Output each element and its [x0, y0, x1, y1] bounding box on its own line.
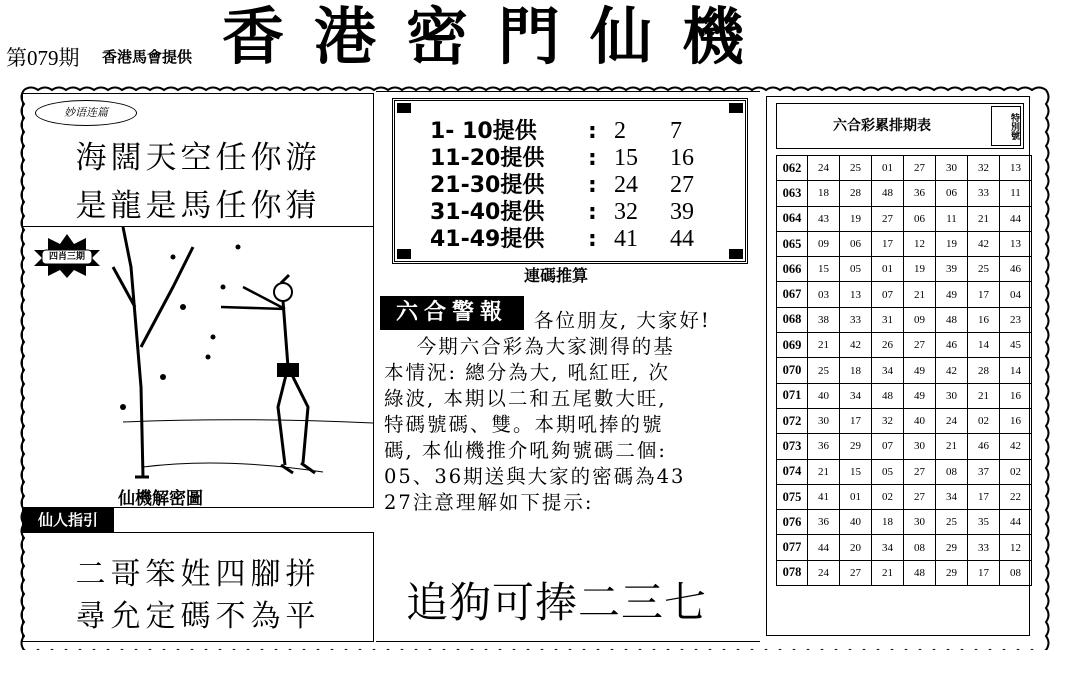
number-cell: 34: [840, 383, 872, 408]
number-cell: 29: [936, 535, 968, 560]
number-cell: 36: [808, 510, 840, 535]
number-cell: 33: [840, 307, 872, 332]
number-cell: 23: [1000, 307, 1032, 332]
number-cell: 34: [872, 358, 904, 383]
table-row: [777, 156, 1032, 181]
number-cell: 29: [936, 560, 968, 585]
number-cell: 34: [872, 535, 904, 560]
number-cell: 27: [840, 560, 872, 585]
alarm-line: 本情況: 總分為大, 吼紅旺, 次: [384, 361, 671, 384]
number-cell: 40: [904, 408, 936, 433]
number-cell: 34: [936, 484, 968, 509]
number-cell: 42: [1000, 434, 1032, 459]
table-row: [777, 535, 1032, 560]
number-cell: 45: [1000, 333, 1032, 358]
alarm-title: 六合警報: [380, 296, 524, 330]
number-cell: 16: [968, 307, 1000, 332]
number-cell: 02: [1000, 459, 1032, 484]
number-cell: 21: [808, 459, 840, 484]
number-cell: 38: [808, 307, 840, 332]
poem-tag: 妙语连篇: [35, 100, 137, 126]
results-table: [776, 155, 1032, 586]
number-cell: 49: [904, 358, 936, 383]
number-cell: 08: [904, 535, 936, 560]
number-cell: 27: [904, 333, 936, 358]
period-cell: 077: [777, 535, 808, 560]
corner-ornament: [729, 103, 743, 113]
number-cell: 19: [936, 231, 968, 256]
table-row: [777, 383, 1032, 408]
number-cell: 01: [872, 156, 904, 181]
number-cell: 49: [936, 282, 968, 307]
number-cell: 18: [840, 358, 872, 383]
number-cell: 28: [968, 358, 1000, 383]
alarm-line: 碼, 本仙機推介吼夠號碼二個:: [384, 439, 667, 462]
number-cell: 14: [968, 333, 1000, 358]
period-cell: 075: [777, 484, 808, 509]
number-cell: 33: [968, 181, 1000, 206]
number-cell: 48: [904, 560, 936, 585]
number-cell: 01: [872, 257, 904, 282]
number-cell: 30: [936, 156, 968, 181]
lianma-row: 31-40提供 : 32 39: [430, 199, 694, 225]
number-cell: 17: [968, 484, 1000, 509]
number-cell: 19: [840, 206, 872, 231]
number-cell: 46: [936, 333, 968, 358]
number-cell: 24: [808, 156, 840, 181]
number-cell: 01: [840, 484, 872, 509]
number-cell: 46: [1000, 257, 1032, 282]
number-cell: 36: [904, 181, 936, 206]
number-cell: 08: [1000, 560, 1032, 585]
number-cell: 18: [808, 181, 840, 206]
table-row: [777, 231, 1032, 256]
lianma-row: 11-20提供 : 15 16: [430, 145, 694, 171]
number-cell: 25: [840, 156, 872, 181]
number-cell: 40: [808, 383, 840, 408]
number-cell: 09: [904, 307, 936, 332]
number-cell: 42: [936, 358, 968, 383]
number-cell: 04: [1000, 282, 1032, 307]
number-cell: 17: [872, 231, 904, 256]
poem-panel: [22, 93, 374, 227]
number-cell: 36: [808, 434, 840, 459]
table-row: [777, 307, 1032, 332]
number-cell: 16: [1000, 383, 1032, 408]
table-row: [777, 484, 1032, 509]
number-cell: 18: [872, 510, 904, 535]
number-cell: 30: [808, 408, 840, 433]
number-cell: 30: [904, 510, 936, 535]
number-cell: 24: [808, 560, 840, 585]
number-cell: 12: [904, 231, 936, 256]
number-cell: 27: [872, 206, 904, 231]
badge-label: 四肖三期: [48, 252, 85, 262]
lianma-row: 1- 10提供 : 2 7: [430, 118, 682, 144]
special-number-label: 特別號: [991, 106, 1021, 146]
number-cell: 13: [1000, 156, 1032, 181]
lianma-row: 41-49提供 : 41 44: [430, 226, 694, 252]
number-cell: 14: [1000, 358, 1032, 383]
alarm-line: 綠波, 本期以二和五尾數大旺,: [384, 387, 667, 410]
number-cell: 25: [936, 510, 968, 535]
number-cell: 31: [872, 307, 904, 332]
period-cell: 065: [777, 231, 808, 256]
number-cell: 21: [872, 560, 904, 585]
number-cell: 30: [936, 383, 968, 408]
period-cell: 063: [777, 181, 808, 206]
number-cell: 41: [808, 484, 840, 509]
table-row: [777, 333, 1032, 358]
period-cell: 067: [777, 282, 808, 307]
hint-line-1: 二哥笨姓四腳拼: [75, 557, 321, 592]
number-cell: 06: [936, 181, 968, 206]
number-cell: 44: [808, 535, 840, 560]
number-cell: 37: [968, 459, 1000, 484]
number-cell: 11: [1000, 181, 1032, 206]
number-cell: 43: [808, 206, 840, 231]
lianma-list: [430, 118, 720, 253]
table-row: [777, 459, 1032, 484]
number-cell: 21: [936, 434, 968, 459]
number-cell: 32: [872, 408, 904, 433]
number-cell: 15: [840, 459, 872, 484]
number-cell: 05: [872, 459, 904, 484]
number-cell: 02: [968, 408, 1000, 433]
period-cell: 066: [777, 257, 808, 282]
hint-panel: [22, 532, 374, 642]
lianma-row: 21-30提供 : 24 27: [430, 172, 694, 198]
period-cell: 073: [777, 434, 808, 459]
number-cell: 09: [808, 231, 840, 256]
alarm-line: 今期六合彩為大家測得的基: [384, 335, 675, 358]
number-cell: 06: [904, 206, 936, 231]
provider-label: 香港馬會提供: [102, 48, 193, 66]
badge-burst: [30, 232, 104, 280]
alarm-text: [384, 308, 750, 516]
number-cell: 48: [872, 383, 904, 408]
number-cell: 40: [840, 510, 872, 535]
number-cell: 25: [808, 358, 840, 383]
number-cell: 20: [840, 535, 872, 560]
number-cell: 26: [872, 333, 904, 358]
number-cell: 13: [1000, 231, 1032, 256]
number-cell: 44: [1000, 510, 1032, 535]
period-cell: 070: [777, 358, 808, 383]
number-cell: 24: [936, 408, 968, 433]
number-cell: 02: [872, 484, 904, 509]
period-cell: 072: [777, 408, 808, 433]
number-cell: 03: [808, 282, 840, 307]
number-cell: 07: [872, 282, 904, 307]
number-cell: 21: [968, 206, 1000, 231]
number-cell: 25: [968, 257, 1000, 282]
number-cell: 27: [904, 459, 936, 484]
table-row: [777, 408, 1032, 433]
number-cell: 07: [872, 434, 904, 459]
table-row: [777, 282, 1032, 307]
number-cell: 05: [840, 257, 872, 282]
number-cell: 17: [968, 282, 1000, 307]
table-row: [777, 257, 1032, 282]
alarm-line: 特碼號碼、雙。本期吼捧的號: [384, 413, 664, 436]
results-header: [776, 103, 1024, 149]
table-row: [777, 206, 1032, 231]
number-cell: 39: [936, 257, 968, 282]
corner-ornament: [397, 103, 411, 113]
table-row: [777, 358, 1032, 383]
number-cell: 27: [904, 156, 936, 181]
number-cell: 17: [840, 408, 872, 433]
number-cell: 21: [968, 383, 1000, 408]
number-cell: 21: [808, 333, 840, 358]
poem-line-1: 海闊天空任你游: [75, 140, 321, 176]
issue-number: 第079期: [6, 46, 80, 70]
number-cell: 27: [904, 484, 936, 509]
period-cell: 069: [777, 333, 808, 358]
illustration-caption: 仙機解密圖: [118, 489, 203, 509]
period-cell: 071: [777, 383, 808, 408]
number-cell: 17: [968, 560, 1000, 585]
table-row: [777, 510, 1032, 535]
number-cell: 35: [968, 510, 1000, 535]
results-title: 六合彩累排期表: [833, 118, 931, 134]
hint-line-2: 尋允定碼不為平: [75, 599, 321, 634]
number-cell: 13: [840, 282, 872, 307]
number-cell: 22: [1000, 484, 1032, 509]
poem-line-2: 是龍是馬任你猜: [75, 188, 321, 224]
number-cell: 48: [872, 181, 904, 206]
number-cell: 15: [808, 257, 840, 282]
table-row: [777, 434, 1032, 459]
page-title: 香港密門仙機: [222, 0, 775, 73]
number-cell: 33: [968, 535, 1000, 560]
period-cell: 068: [777, 307, 808, 332]
period-cell: 062: [777, 156, 808, 181]
number-cell: 32: [968, 156, 1000, 181]
number-cell: 28: [840, 181, 872, 206]
number-cell: 29: [840, 434, 872, 459]
period-cell: 078: [777, 560, 808, 585]
number-cell: 06: [840, 231, 872, 256]
corner-ornament: [397, 249, 411, 259]
alarm-line: 05、36期送與大家的密碼為43: [384, 465, 686, 488]
alarm-line: 27注意理解如下提示:: [384, 491, 594, 514]
table-row: [777, 181, 1032, 206]
hint-title: 仙人指引: [22, 507, 114, 533]
period-cell: 064: [777, 206, 808, 231]
lianma-caption: 連碼推算: [524, 266, 589, 285]
number-cell: 11: [936, 206, 968, 231]
number-cell: 30: [904, 434, 936, 459]
number-cell: 42: [840, 333, 872, 358]
table-row: [777, 560, 1032, 585]
number-cell: 21: [904, 282, 936, 307]
number-cell: 16: [1000, 408, 1032, 433]
number-cell: 44: [1000, 206, 1032, 231]
number-cell: 12: [1000, 535, 1032, 560]
slogan: 追狗可捧二三七: [406, 578, 708, 627]
number-cell: 46: [968, 434, 1000, 459]
period-cell: 076: [777, 510, 808, 535]
number-cell: 08: [936, 459, 968, 484]
number-cell: 49: [904, 383, 936, 408]
number-cell: 48: [936, 307, 968, 332]
alarm-line: 各位朋友, 大家好!: [534, 309, 711, 332]
period-cell: 074: [777, 459, 808, 484]
number-cell: 19: [904, 257, 936, 282]
number-cell: 42: [968, 231, 1000, 256]
corner-ornament: [729, 249, 743, 259]
